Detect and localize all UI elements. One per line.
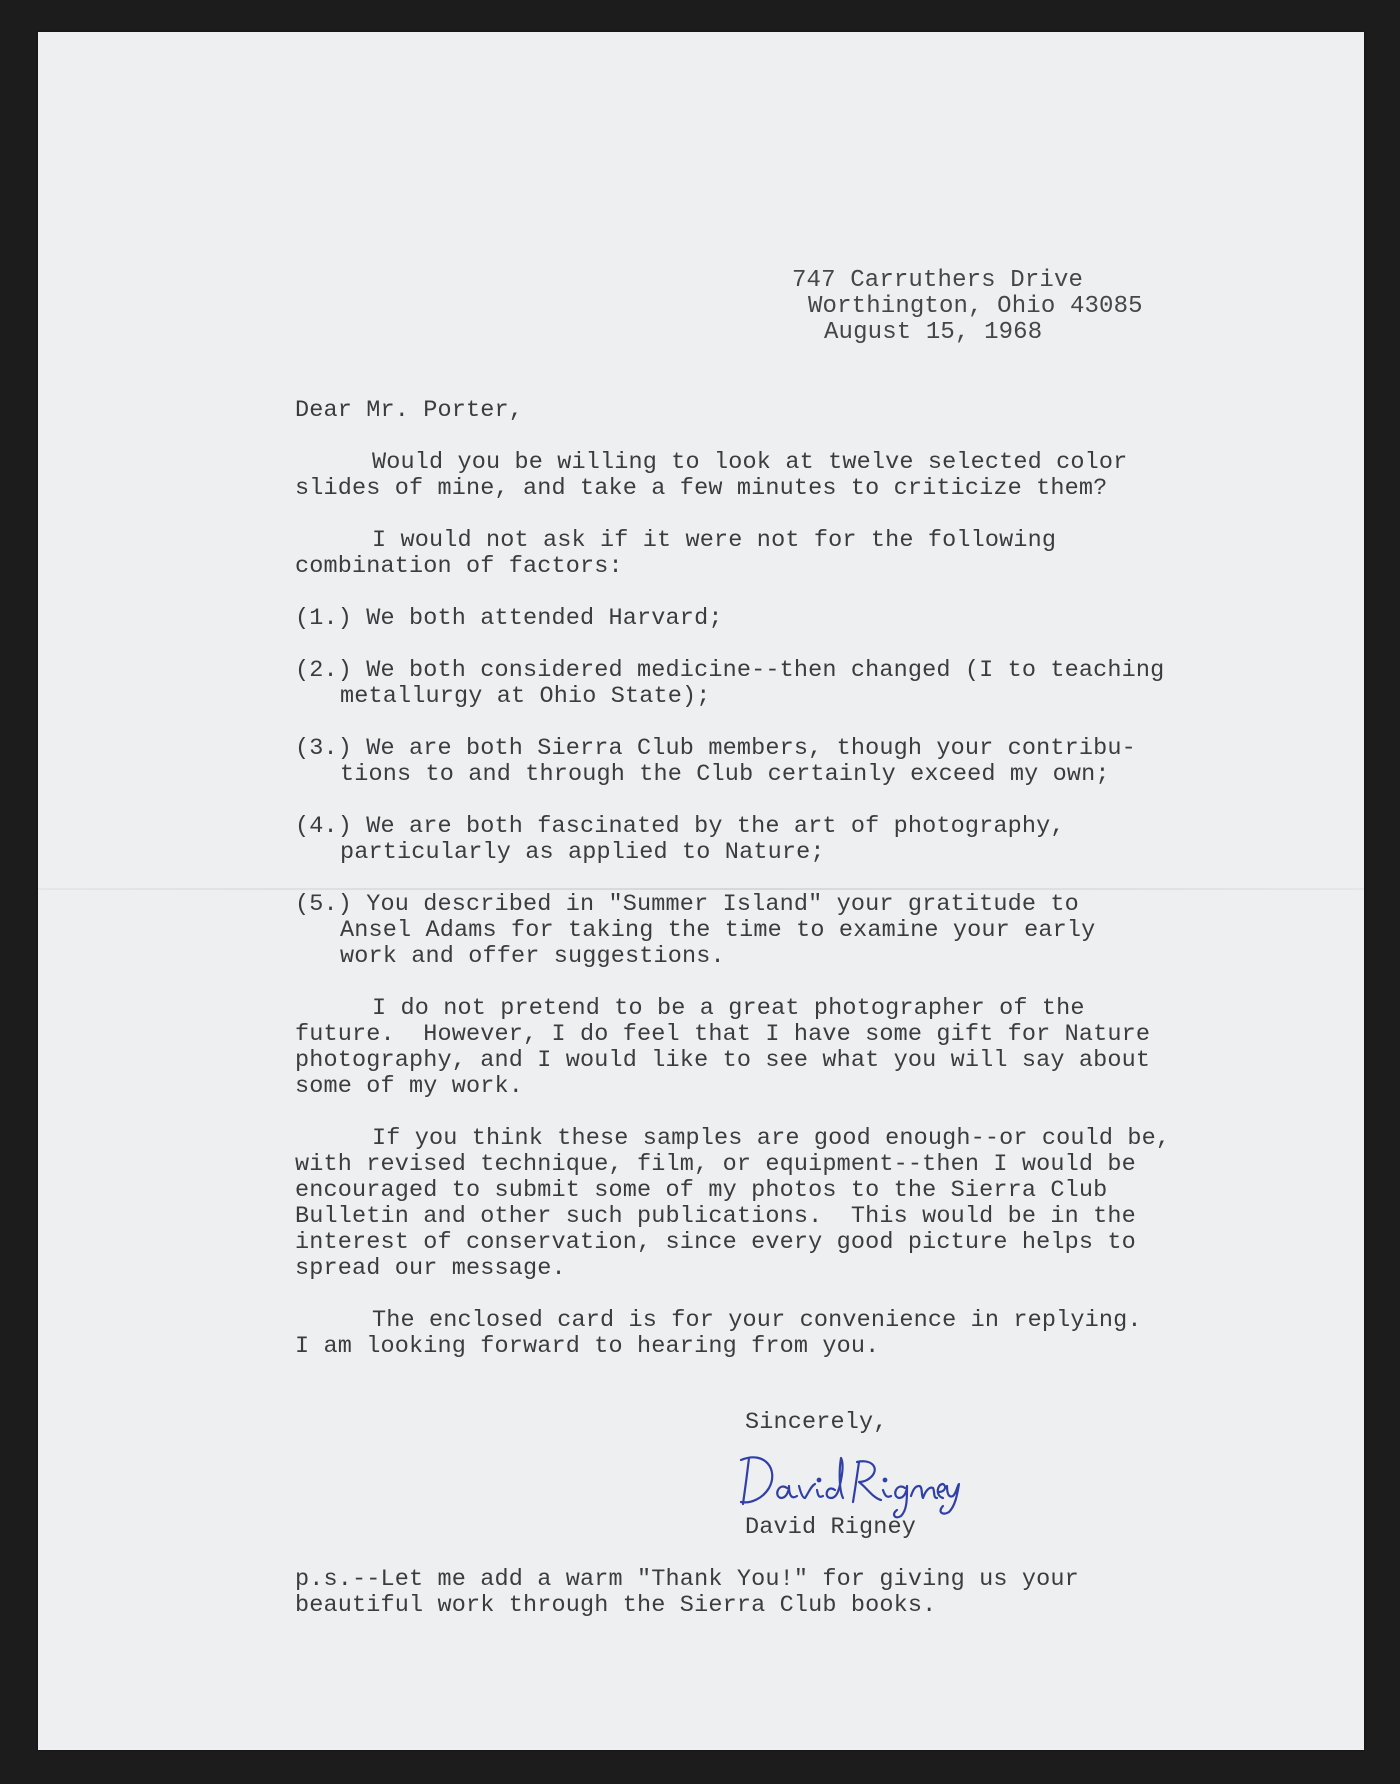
paragraph-4-line: interest of conservation, since every good picture helps to xyxy=(295,1229,1136,1256)
postscript-line: beautiful work through the Sierra Club books. xyxy=(295,1592,937,1619)
list-item-4: (4.) We are both fascinated by the art of photography, xyxy=(295,813,1065,840)
paragraph-3-line: some of my work. xyxy=(295,1073,524,1100)
list-item-2-continued: metallurgy at Ohio State); xyxy=(340,683,711,710)
paragraph-2-line: combination of factors: xyxy=(295,553,623,580)
list-item-5-continued: Ansel Adams for taking the time to examine your early xyxy=(340,917,1096,944)
list-item-3: (3.) We are both Sierra Club members, though your contribu- xyxy=(295,735,1136,762)
handwritten-signature xyxy=(735,1440,965,1520)
list-item-3-continued: tions to and through the Club certainly exceed my own; xyxy=(340,761,1110,788)
paragraph-1-line: slides of mine, and take a few minutes to criticize them? xyxy=(295,475,1108,502)
paragraph-4-line: Bulletin and other such publications. This would be in the xyxy=(295,1203,1136,1230)
list-item-1: (1.) We both attended Harvard; xyxy=(295,605,723,632)
paragraph-4-line: with revised technique, film, or equipment--then I would be xyxy=(295,1151,1136,1178)
postscript-line: p.s.--Let me add a warm "Thank You!" for giving us your xyxy=(295,1566,1079,1593)
paragraph-3-line: future. However, I do feel that I have some gift for Nature xyxy=(295,1021,1151,1048)
list-item-5: (5.) You described in "Summer Island" your gratitude to xyxy=(295,891,1079,918)
signer-name: David Rigney xyxy=(745,1514,917,1541)
paragraph-3-line: I do not pretend to be a great photographer of the xyxy=(372,995,1085,1022)
list-item-2: (2.) We both considered medicine--then changed (I to teaching xyxy=(295,657,1165,684)
address-line-2: Worthington, Ohio 43085 xyxy=(808,293,1143,320)
paragraph-5-line: The enclosed card is for your convenience in replying. xyxy=(372,1307,1142,1334)
paragraph-3-line: photography, and I would like to see what you will say about xyxy=(295,1047,1151,1074)
list-item-5-continued: work and offer suggestions. xyxy=(340,943,725,970)
paper-fold-crease xyxy=(38,888,1364,890)
letter-date: August 15, 1968 xyxy=(824,319,1043,346)
closing: Sincerely, xyxy=(745,1409,888,1436)
paragraph-1-line: Would you be willing to look at twelve selected color xyxy=(372,449,1128,476)
list-item-4-continued: particularly as applied to Nature; xyxy=(340,839,825,866)
salutation: Dear Mr. Porter, xyxy=(295,397,524,424)
paragraph-2-line: I would not ask if it were not for the following xyxy=(372,527,1057,554)
paragraph-4-line: If you think these samples are good enough--or could be, xyxy=(372,1125,1171,1152)
paragraph-4-line: spread our message. xyxy=(295,1255,566,1282)
paragraph-5-line: I am looking forward to hearing from you. xyxy=(295,1333,880,1360)
address-line-1: 747 Carruthers Drive xyxy=(792,267,1084,294)
paragraph-4-line: encouraged to submit some of my photos to the Sierra Club xyxy=(295,1177,1108,1204)
